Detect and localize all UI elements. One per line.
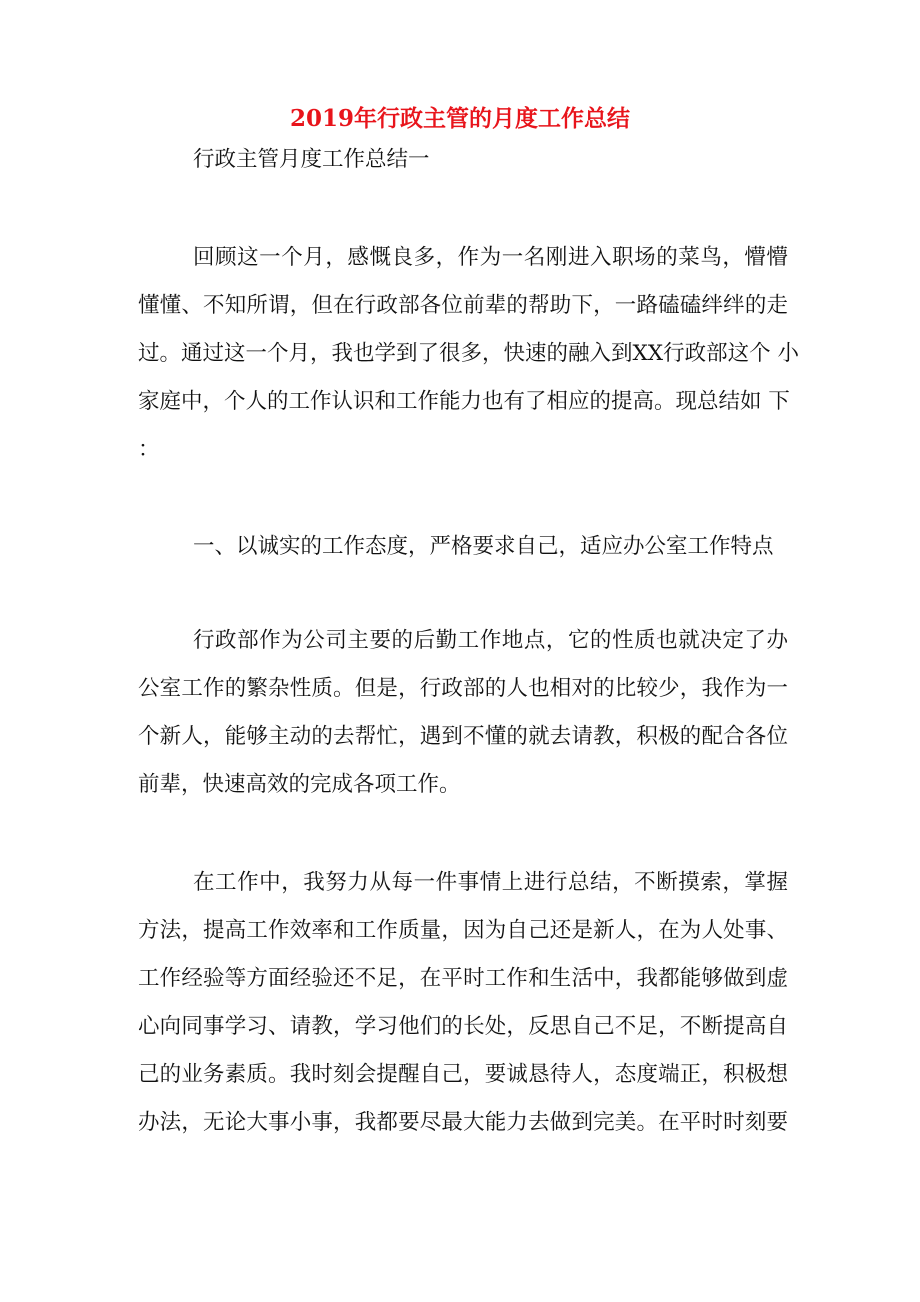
paragraph-line: 公室工作的繁杂性质。但是，行政部的人也相对的比较少，我作为一 [138, 676, 788, 701]
paragraph-line: ： [138, 437, 160, 462]
paragraph-line: 办法，无论大事小事，我都要尽最大能力去做到完美。在平时时刻要 [138, 1110, 788, 1135]
paragraph-line: 工作经验等方面经验还不足，在平时工作和生活中，我都能够做到虚 [138, 966, 788, 991]
paragraph-line: 己的业务素质。我时刻会提醒自己，要诚恳待人，态度端正，积极想 [138, 1062, 788, 1087]
document-title: 2019年行政主管的月度工作总结 [289, 105, 630, 132]
paragraph-line: 前辈，快速高效的完成各项工作。 [138, 772, 461, 797]
document-subtitle: 行政主管月度工作总结一 [193, 147, 430, 172]
paragraph-line: 懂懂、不知所谓，但在行政部各位前辈的帮助下，一路磕磕绊绊的走 [138, 293, 788, 318]
paragraph-line: 回顾这一个月，感慨良多，作为一名刚进入职场的菜鸟，懵懵 [193, 245, 788, 270]
paragraph-line: 个新人，能够主动的去帮忙，遇到不懂的就去请教，积极的配合各位 [138, 724, 788, 749]
paragraph-line: 家庭中，个人的工作认识和工作能力也有了相应的提高。现总结如 下 [138, 389, 790, 414]
section-heading: 一、以诚实的工作态度，严格要求自己，适应办公室工作特点 [193, 534, 774, 559]
paragraph-line: 心向同事学习、请教，学习他们的长处，反思自己不足，不断提高自 [138, 1014, 788, 1039]
paragraph-line: 行政部作为公司主要的后勤工作地点，它的性质也就决定了办 [193, 628, 788, 653]
paragraph-line: 在工作中，我努力从每一件事情上进行总结，不断摸索，掌握 [193, 870, 788, 895]
paragraph-line: 过。通过这一个月，我也学到了很多，快速的融入到XX行政部这个 小 [138, 341, 799, 366]
paragraph-line: 方法，提高工作效率和工作质量，因为自己还是新人，在为人处事、 [138, 918, 788, 943]
